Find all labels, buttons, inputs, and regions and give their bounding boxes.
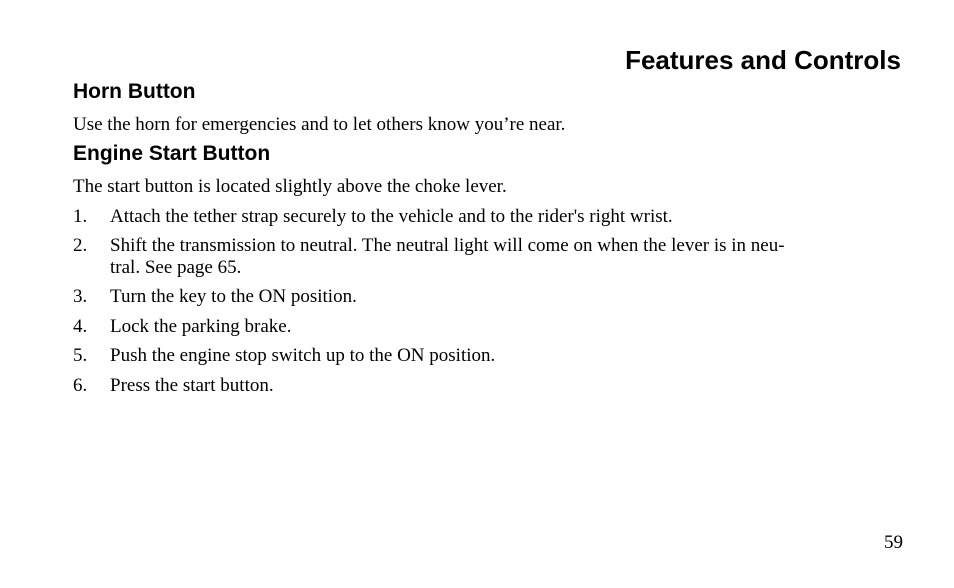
step-number: 1. xyxy=(73,206,88,227)
horn-button-description: Use the horn for emergencies and to let others know you’re near. xyxy=(73,114,566,135)
page-number: 59 xyxy=(884,532,903,553)
step-number: 3. xyxy=(73,286,88,307)
list-item xyxy=(73,345,905,367)
step-text: Attach the tether strap securely to the vehicle and to the rider's right wrist. xyxy=(110,206,673,227)
list-item xyxy=(73,235,905,279)
list-item xyxy=(73,375,905,397)
horn-button-heading: Horn Button xyxy=(73,80,196,103)
step-text: Turn the key to the ON position. xyxy=(110,286,357,307)
list-item xyxy=(73,286,905,308)
list-item xyxy=(73,206,905,228)
step-text: Push the engine stop switch up to the ON position. xyxy=(110,345,496,366)
engine-start-intro: The start button is located slightly above the choke lever. xyxy=(73,176,507,197)
step-text: Press the start button. xyxy=(110,375,274,396)
engine-start-heading: Engine Start Button xyxy=(73,142,271,165)
step-text: Lock the parking brake. xyxy=(110,316,292,337)
step-number: 6. xyxy=(73,375,88,396)
list-item xyxy=(73,316,905,338)
step-number: 2. xyxy=(73,235,88,256)
step-number: 5. xyxy=(73,345,88,366)
step-number: 4. xyxy=(73,316,88,337)
section-title: Features and Controls xyxy=(625,45,901,75)
step-text-continued: tral. See page 65. xyxy=(110,257,242,278)
step-text: Shift the transmission to neutral. The neutral light will come on when the lever is in neu- xyxy=(110,235,785,256)
